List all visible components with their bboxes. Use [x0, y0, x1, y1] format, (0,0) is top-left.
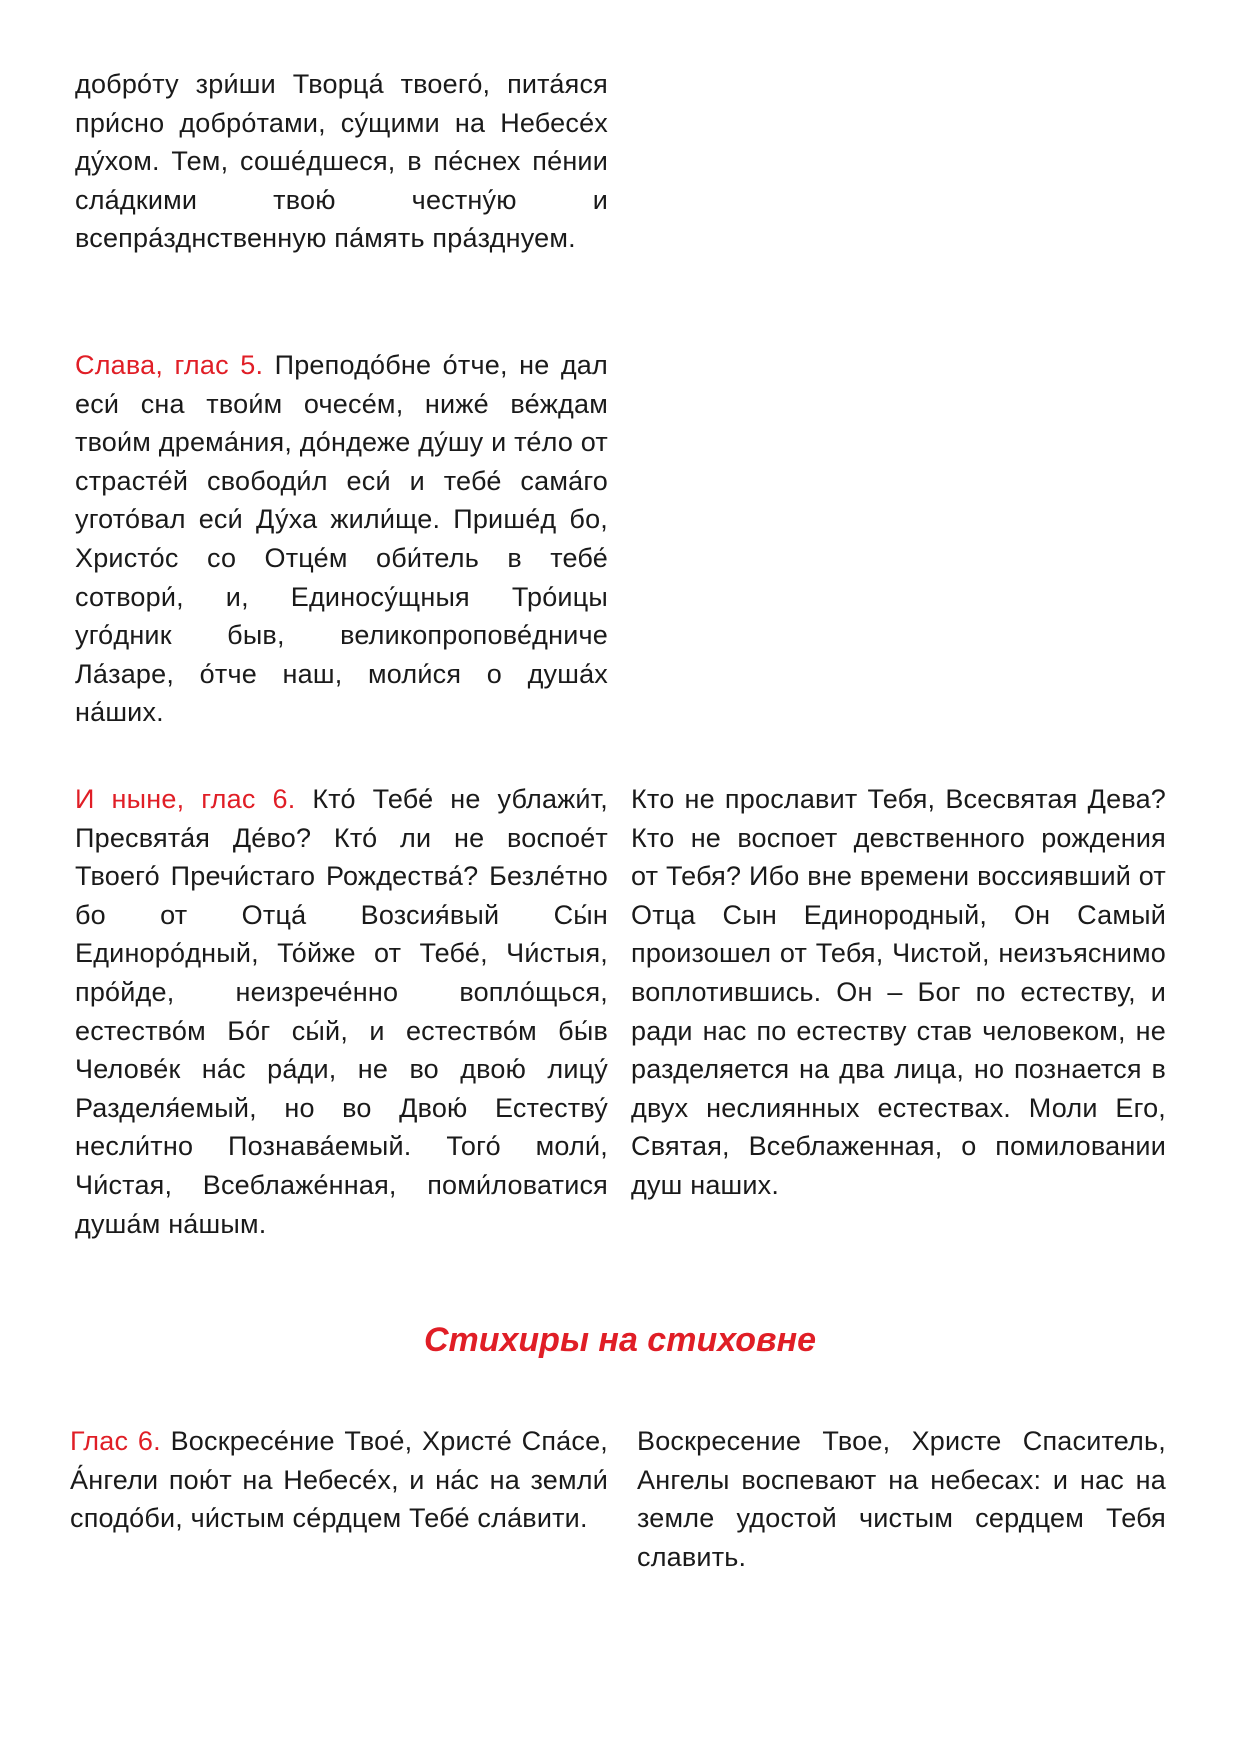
i-nyne-translation-text: Кто не прославит Тебя, Всесвятая Дева? Кто не воспоет девственного рождения от Тебя? Ибо вне времени воссиявший от Отца Сын Единородный, Он Самый произошел от Тебя, Чистой, неизъяснимо воплотившись. Он – Бог по естеству, и ради нас по естеству став человеком, не разделяется на два лица, но познается в двух неслиянных естествах. Моли Его, Святая, Всеблаженная, о помиловании душ наших. — [631, 784, 1166, 1200]
slava-label: Слава, глас 5. — [75, 350, 264, 380]
stichera-translation-text: Воскресение Твое, Христе Спаситель, Ангелы воспевают на небесах: и нас на земле удостой чистым сердцем Тебя славить. — [637, 1426, 1166, 1572]
continuation-text: добро́ту зри́ши Творца́ твоего́, пита́яся при́сно добро́тами, су́щими на Небесе́х ду́хом. Тем, соше́дшеся, в пе́снех пе́нии сла́дкими твою́ честну́ю и всепра́зднственную па́мять пра́зднуем. — [75, 69, 608, 254]
stichera-label: Глас 6. — [70, 1426, 161, 1456]
section-heading: Стихиры на стиховне — [423, 1321, 817, 1359]
continuation-paragraph — [75, 65, 608, 258]
stichera-text: Воскресе́ние Твое́, Христе́ Спа́се, А́нгели пою́т на Небесе́х, и на́с на земли́ сподо́би, чи́стым се́рдцем Тебе́ сла́вити. — [70, 1426, 609, 1534]
i-nyne-label: И ныне, глас 6. — [75, 784, 296, 814]
slava-paragraph — [75, 346, 608, 732]
i-nyne-paragraph — [75, 780, 608, 1243]
i-nyne-translation — [631, 780, 1166, 1205]
slava-text: Преподо́бне о́тче, не дал еси́ сна твои́м очесе́м, ниже́ ве́ждам твои́м дрема́ния, до́ндеже ду́шу и те́ло от страсте́й свободи́л еси́ и тебе́ сама́го угото́вал еси́ Ду́ха жили́ще. Прише́д бо, Христо́с со Отце́м оби́тель в тебе́ сотвори́, и, Единосу́щныя Тро́ицы уго́дник быв, великопропове́дниче Ла́заре, о́тче наш, моли́ся о душа́х на́ших. — [75, 350, 608, 728]
stichera-paragraph — [70, 1422, 608, 1538]
stichera-translation — [637, 1422, 1166, 1576]
i-nyne-text: Кто́ Тебе́ не ублажи́т, Пресвята́я Де́во? Кто́ ли не воспое́т Твоего́ Пречи́стаго Рождества́? Безле́тно бо от Отца́ Возсия́вый Сы́н Единоро́дный, То́йже от Тебе́, Чи́стыя, про́йде, неизрече́нно вопло́щься, естество́м Бо́г сы́й, и естество́м бы́в Челове́к на́с ра́ди, не во двою́ лицу́ Разделя́емый, но во Двою́ Естеству́ несли́тно Познава́емый. Того́ моли́, Чи́стая, Всеблаже́нная, поми́ловатися душа́м на́шым. — [75, 784, 608, 1239]
